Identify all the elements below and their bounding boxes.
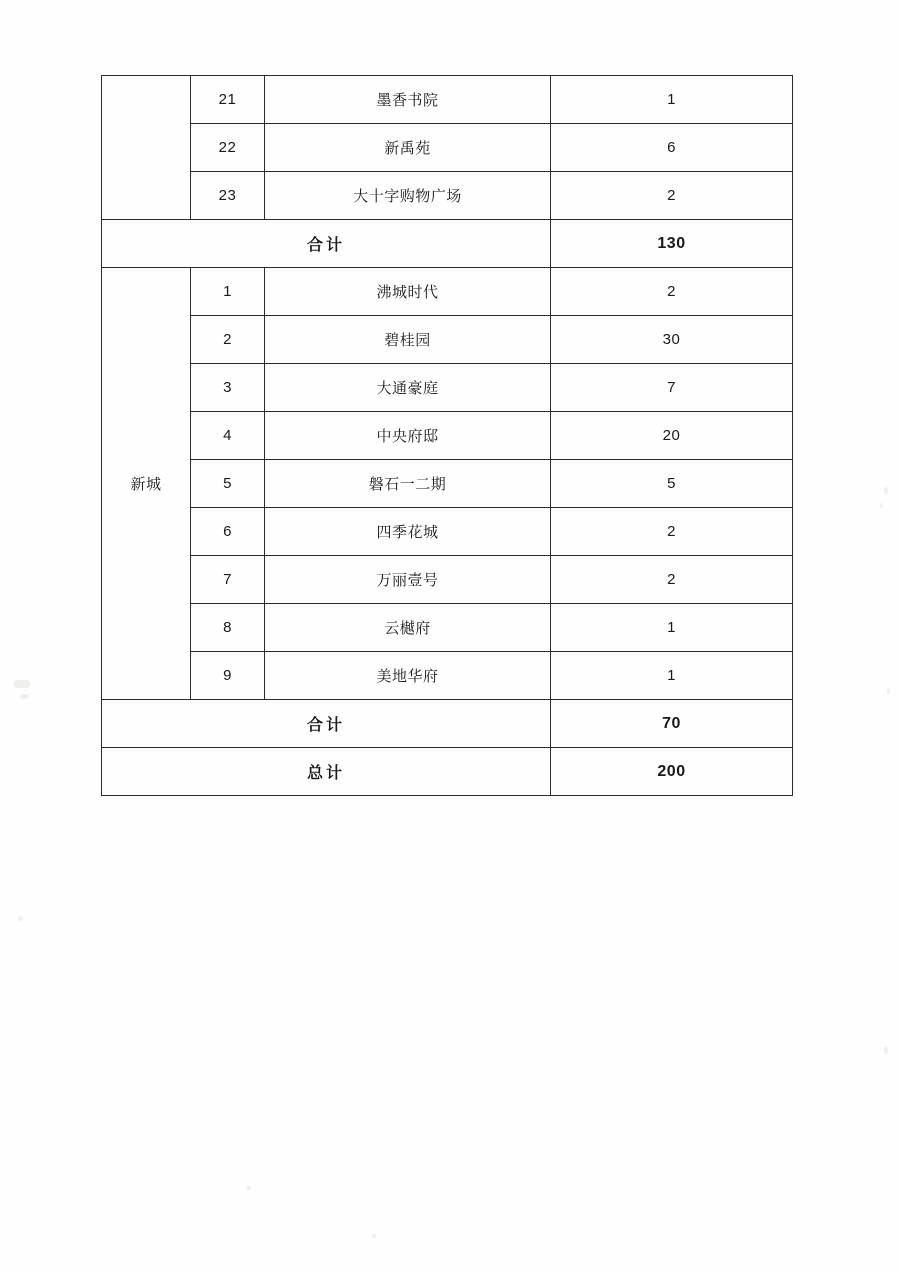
table-row — [102, 460, 793, 508]
row-count: 6 — [551, 124, 793, 172]
subtotal-count: 130 — [551, 220, 793, 268]
subtotal-count: 70 — [551, 700, 793, 748]
scan-speck — [884, 487, 888, 494]
table-row — [102, 124, 793, 172]
row-index: 3 — [191, 364, 265, 412]
region-cell — [102, 76, 191, 220]
row-index: 21 — [191, 76, 265, 124]
subtotal-label: 合计 — [102, 220, 551, 268]
table-row — [102, 76, 793, 124]
row-count: 30 — [551, 316, 793, 364]
row-name: 美地华府 — [265, 652, 551, 700]
row-name: 四季花城 — [265, 508, 551, 556]
row-name: 大十字购物广场 — [265, 172, 551, 220]
scan-speck — [372, 1234, 376, 1238]
grand-total-row — [102, 748, 793, 796]
row-index: 6 — [191, 508, 265, 556]
grand-total-count: 200 — [551, 748, 793, 796]
row-count: 2 — [551, 268, 793, 316]
table-row — [102, 604, 793, 652]
grand-total-label: 总计 — [102, 748, 551, 796]
scan-speck — [18, 916, 23, 921]
row-name: 碧桂园 — [265, 316, 551, 364]
row-name: 沸城时代 — [265, 268, 551, 316]
row-index: 1 — [191, 268, 265, 316]
scan-speck — [14, 680, 30, 688]
row-name: 大通豪庭 — [265, 364, 551, 412]
row-index: 5 — [191, 460, 265, 508]
row-count: 2 — [551, 172, 793, 220]
row-index: 2 — [191, 316, 265, 364]
table-row — [102, 508, 793, 556]
row-name: 新禹苑 — [265, 124, 551, 172]
row-index: 23 — [191, 172, 265, 220]
scan-speck — [20, 694, 29, 699]
table-row — [102, 268, 793, 316]
residential-count-table — [101, 75, 792, 796]
row-name: 磐石一二期 — [265, 460, 551, 508]
table-row — [102, 364, 793, 412]
scan-speck — [887, 688, 890, 694]
subtotal-row — [102, 220, 793, 268]
row-index: 9 — [191, 652, 265, 700]
row-name: 云樾府 — [265, 604, 551, 652]
row-index: 22 — [191, 124, 265, 172]
table-row — [102, 556, 793, 604]
subtotal-label: 合计 — [102, 700, 551, 748]
row-count: 1 — [551, 76, 793, 124]
row-index: 8 — [191, 604, 265, 652]
row-count: 7 — [551, 364, 793, 412]
row-name: 墨香书院 — [265, 76, 551, 124]
subtotal-row — [102, 700, 793, 748]
row-count: 1 — [551, 652, 793, 700]
table-row — [102, 412, 793, 460]
scan-speck — [246, 1186, 251, 1190]
scan-speck — [884, 1046, 888, 1054]
table-row — [102, 652, 793, 700]
row-name: 万丽壹号 — [265, 556, 551, 604]
table-row — [102, 316, 793, 364]
scan-speck — [880, 503, 883, 508]
row-count: 2 — [551, 508, 793, 556]
row-count: 1 — [551, 604, 793, 652]
row-index: 7 — [191, 556, 265, 604]
row-count: 2 — [551, 556, 793, 604]
row-name: 中央府邸 — [265, 412, 551, 460]
table-row — [102, 172, 793, 220]
row-count: 20 — [551, 412, 793, 460]
row-index: 4 — [191, 412, 265, 460]
row-count: 5 — [551, 460, 793, 508]
region-cell: 新城 — [102, 268, 191, 700]
